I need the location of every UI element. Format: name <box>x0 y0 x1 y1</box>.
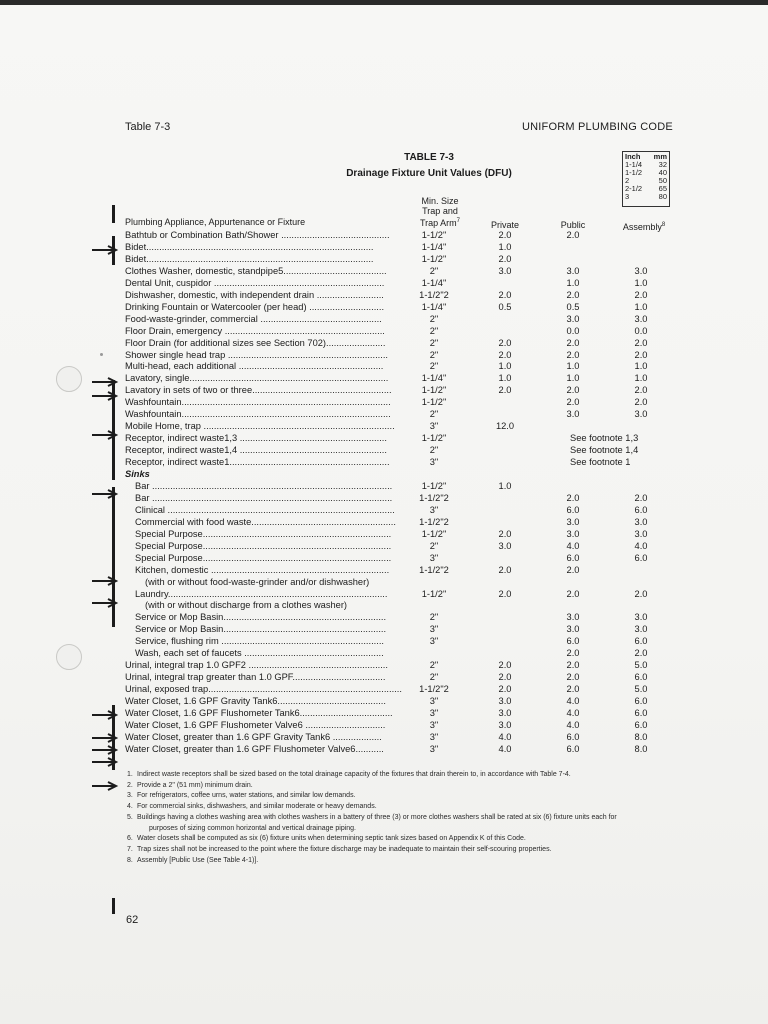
table-row <box>0 408 768 420</box>
trap-size: 3" <box>429 552 439 563</box>
private-value: 2.0 <box>498 672 512 683</box>
table-row <box>0 552 768 564</box>
assembly-value: 8.0 <box>634 743 648 754</box>
fixture-name: Washfountain................................................................................. <box>125 409 391 420</box>
private-value: 1.0 <box>498 241 512 252</box>
private-value: 4.0 <box>498 743 512 754</box>
fixture-name: Commercial with food waste........................................................ <box>135 516 396 527</box>
trap-size: 1-1/2"2 <box>419 289 449 300</box>
assembly-value: 6.0 <box>634 552 648 563</box>
trap-size: 2" <box>429 672 439 683</box>
fixture-name: Special Purpose......................................................................... <box>135 552 392 563</box>
footnote <box>127 770 717 781</box>
public-value: 6.0 <box>566 552 580 563</box>
public-value: 3.0 <box>566 624 580 635</box>
fixture-name: Water Closet, greater than 1.6 GPF Gravity Tank6 ................... <box>125 731 382 742</box>
footnote-number: 7. <box>127 845 133 853</box>
trap-size: 1-1/2" <box>421 253 447 264</box>
assembly-value: 2.0 <box>634 289 648 300</box>
fixture-name: Bidet........................................................................................ <box>125 241 374 252</box>
binder-hole <box>56 644 82 670</box>
table-row <box>0 337 768 349</box>
assembly-value: 2.0 <box>634 648 648 659</box>
footnote-text: Provide a 2" (51 mm) minimum drain. <box>137 781 253 789</box>
table-row <box>0 695 768 707</box>
assembly-value: 1.0 <box>634 301 648 312</box>
conversion-cell: 40 <box>658 168 667 177</box>
conversion-cell: 50 <box>658 176 667 185</box>
private-value: 3.0 <box>498 265 512 276</box>
trap-size: 3" <box>429 719 439 730</box>
table-row <box>0 683 768 695</box>
footnote <box>127 791 717 802</box>
fixture-name: (with or without food-waste-grinder and/or dishwasher) <box>145 576 370 587</box>
footnote-text: Trap sizes shall not be increased to the point where the fixture discharge may be inadequate to maintain their self-scouring properties. <box>137 845 552 853</box>
footnote-text: purposes of sizing common horizontal and vertical drainage piping. <box>149 824 357 832</box>
trap-size: 2" <box>429 409 439 420</box>
table-row <box>0 671 768 683</box>
conversion-cell: 80 <box>658 192 667 201</box>
assembly-header-text: Assembly <box>622 222 662 232</box>
public-value: 1.0 <box>566 277 580 288</box>
fixture-name: Floor Drain, emergency .............................................................. <box>125 325 385 336</box>
conversion-cell: 1-1/2 <box>625 168 643 177</box>
public-value: 2.0 <box>566 660 580 671</box>
private-value: 3.0 <box>498 696 512 707</box>
fixture-name: Service, flushing rim ............................................................... <box>135 636 385 647</box>
footnote <box>127 845 717 856</box>
scan-edge <box>0 0 768 5</box>
binder-hole <box>56 366 82 392</box>
assembly-header-sup: 8 <box>661 222 666 228</box>
fixture-name: Bathtub or Combination Bath/Shower .......................................... <box>125 230 390 240</box>
trap-size: 1-1/2"2 <box>419 516 449 527</box>
assembly-value: 2.0 <box>634 385 648 396</box>
assembly-value: 0.0 <box>634 325 648 336</box>
table-row <box>0 647 768 659</box>
assembly-value: 5.0 <box>634 660 648 671</box>
fixture-name: Water Closet, 1.6 GPF Flushometer Valve6 ............................... <box>125 719 386 730</box>
footnote-text: For commercial sinks, dishwashers, and similar moderate or heavy demands. <box>137 803 377 811</box>
trap-header-line2: Trap and <box>422 206 458 216</box>
footnote <box>127 813 717 824</box>
private-value: 12.0 <box>495 421 515 432</box>
footnote-text: Buildings having a clothes washing area with clothes washers in a battery of three (3) or more clothes washers shall be rated at six (6) fixture units each for <box>137 813 617 821</box>
fixture-name: Water Closet, 1.6 GPF Gravity Tank6.......................................... <box>125 696 386 707</box>
trap-size: 1-1/4" <box>421 301 447 312</box>
margin-arrow-icon <box>92 710 120 720</box>
trap-size: 1-1/2" <box>421 385 447 396</box>
assembly-value: 3.0 <box>634 516 648 527</box>
trap-size: 3" <box>429 457 439 468</box>
table-row <box>0 301 768 313</box>
footnote-number: 4. <box>127 803 133 811</box>
assembly-value: 3.0 <box>634 624 648 635</box>
trap-size: 1-1/2"2 <box>419 492 449 503</box>
trap-size: 1-1/4" <box>421 373 447 384</box>
trap-size: 1-1/2" <box>421 480 447 491</box>
assembly-value: 6.0 <box>634 504 648 515</box>
trap-size: 2" <box>429 265 439 276</box>
conversion-cell: 2-1/2 <box>625 184 643 193</box>
column-header-appliance: Plumbing Appliance, Appurtenance or Fixture <box>125 217 306 227</box>
assembly-value: 2.0 <box>634 349 648 360</box>
trap-size: 2" <box>429 349 439 360</box>
assembly-value: 1.0 <box>634 277 648 288</box>
margin-arrow-icon <box>92 598 120 608</box>
trap-size: 3" <box>429 696 439 707</box>
page-number: 62 <box>126 914 139 926</box>
public-value: 1.0 <box>566 373 580 384</box>
fixture-name: Bar ............................................................................................. <box>135 480 393 491</box>
private-value: 2.0 <box>498 230 512 240</box>
public-value: 3.0 <box>566 528 580 539</box>
footnote-number: 8. <box>127 856 133 864</box>
public-value: 2.0 <box>566 385 580 396</box>
table-row <box>0 289 768 301</box>
public-value: 6.0 <box>566 731 580 742</box>
footnotes <box>127 770 717 866</box>
table-row <box>0 635 768 647</box>
trap-size: 2" <box>429 660 439 671</box>
trap-size: 1-1/2" <box>421 528 447 539</box>
fixture-name: Kitchen, domestic ..................................................................... <box>135 564 390 575</box>
public-value: 2.0 <box>566 648 580 659</box>
table-row <box>0 349 768 361</box>
revision-bar <box>112 898 115 914</box>
fixture-name: Lavatory in sets of two or three...................................................... <box>125 385 392 396</box>
table-row <box>0 623 768 635</box>
trap-size: 1-1/2"2 <box>419 684 449 695</box>
fixture-name: Lavatory, single............................................................................. <box>125 373 389 384</box>
fixture-name: Water Closet, 1.6 GPF Flushometer Tank6.................................... <box>125 708 393 718</box>
margin-arrow-icon <box>92 757 120 767</box>
table-row <box>0 444 768 456</box>
table-title: TABLE 7-3 <box>404 152 454 163</box>
column-header-public: Public <box>560 220 586 230</box>
margin-arrow-icon <box>92 391 120 401</box>
trap-header-text: Trap Arm <box>419 218 457 228</box>
public-value: 3.0 <box>566 313 580 324</box>
fixture-name: Special Purpose......................................................................... <box>135 540 392 551</box>
table-row <box>0 325 768 337</box>
margin-arrow-icon <box>92 430 120 440</box>
trap-size: 1-1/2" <box>421 433 447 444</box>
trap-size: 3" <box>429 421 439 432</box>
public-value: 6.0 <box>566 504 580 515</box>
private-value: 0.5 <box>498 301 512 312</box>
private-value: 2.0 <box>498 253 512 264</box>
assembly-value: 5.0 <box>634 684 648 695</box>
public-value: 2.0 <box>566 289 580 300</box>
public-value: 0.0 <box>566 325 580 336</box>
table-row <box>0 540 768 552</box>
trap-size: 1-1/2"2 <box>419 564 449 575</box>
fixture-name: Receptor, indirect waste1,4 ......................................................... <box>125 445 387 456</box>
conversion-header-cell: mm <box>653 152 667 161</box>
margin-arrow-icon <box>92 745 120 755</box>
conversion-cell: 1-1/4 <box>625 160 643 169</box>
assembly-value: 6.0 <box>634 672 648 683</box>
trap-size: 2" <box>429 445 439 456</box>
footnote <box>127 802 717 813</box>
footnote-number: 1. <box>127 771 133 778</box>
private-value: 2.0 <box>498 349 512 360</box>
public-value: 3.0 <box>566 265 580 276</box>
public-value: 2.0 <box>566 349 580 360</box>
margin-arrow-icon <box>92 576 120 586</box>
footnote <box>127 834 717 845</box>
assembly-value: 3.0 <box>634 528 648 539</box>
fixture-name: Laundry..................................................................................... <box>135 588 388 599</box>
trap-size: 2" <box>429 337 439 348</box>
running-header-left: Table 7-3 <box>125 121 171 133</box>
table-row <box>0 468 768 480</box>
trap-size: 2" <box>429 540 439 551</box>
private-value: 2.0 <box>498 528 512 539</box>
fixture-name: Food-waste-grinder, commercial ............................................... <box>125 313 382 324</box>
trap-size: 1-1/2" <box>421 230 447 240</box>
public-value: 2.0 <box>566 230 580 240</box>
assembly-value: 6.0 <box>634 719 648 730</box>
assembly-value: 2.0 <box>634 492 648 503</box>
trap-size: 1-1/2" <box>421 397 447 408</box>
fixture-name: Clothes Washer, domestic, standpipe5........................................ <box>125 265 387 276</box>
table-row <box>0 456 768 468</box>
assembly-value: 6.0 <box>634 696 648 707</box>
margin-arrow-icon <box>92 733 120 743</box>
revision-bar <box>112 205 115 223</box>
conversion-cell: 3 <box>625 192 630 201</box>
footnote-number: 6. <box>127 835 133 843</box>
footnote <box>127 856 717 867</box>
trap-size: 2" <box>429 612 439 623</box>
fixture-name: Receptor, indirect waste1.............................................................. <box>125 457 390 468</box>
unit-conversion-box <box>622 151 670 207</box>
trap-size: 3" <box>429 624 439 635</box>
scan-speck <box>100 353 103 356</box>
trap-size: 1-1/4" <box>421 277 447 288</box>
fixture-name: Washfountain................................................................................. <box>125 397 391 408</box>
assembly-value: 1.0 <box>634 361 648 372</box>
public-value: 2.0 <box>566 672 580 683</box>
public-value: 6.0 <box>566 636 580 647</box>
fixture-name: Wash, each set of faucets ...................................................... <box>135 648 384 659</box>
private-value: 3.0 <box>498 708 512 718</box>
margin-arrow-icon <box>92 245 120 255</box>
fixture-name: Floor Drain (for additional sizes see Section 702)....................... <box>125 337 386 348</box>
assembly-value: 2.0 <box>634 397 648 408</box>
public-value: 4.0 <box>566 719 580 730</box>
private-value: 2.0 <box>498 289 512 300</box>
footnote-ref: See footnote 1 <box>570 457 631 468</box>
conversion-cell: 65 <box>658 184 667 193</box>
trap-size: 3" <box>429 504 439 515</box>
fixture-name: Receptor, indirect waste1,3 ......................................................... <box>125 433 387 444</box>
private-value: 1.0 <box>498 480 512 491</box>
footnote-text: Assembly [Public Use (See Table 4-1)]. <box>137 856 259 864</box>
public-value: 6.0 <box>566 743 580 754</box>
footnote-text: Water closets shall be computed as six (6) fixture units when determining septic tank sizes based on Appendix K of this Code. <box>137 835 526 843</box>
column-header-private: Private <box>490 220 519 230</box>
trap-size: 1-1/2" <box>421 588 447 599</box>
public-value: 2.0 <box>566 492 580 503</box>
private-value: 2.0 <box>498 385 512 396</box>
fixture-name: Clinical ........................................................................................ <box>135 504 395 515</box>
public-value: 0.5 <box>566 301 580 312</box>
trap-size: 2" <box>429 313 439 324</box>
public-value: 2.0 <box>566 684 580 695</box>
fixture-name: Dishwasher, domestic, with independent drain .......................... <box>125 289 384 300</box>
table-subtitle: Drainage Fixture Unit Values (DFU) <box>346 168 512 179</box>
fixture-name: (with or without discharge from a clothes washer) <box>145 600 348 611</box>
footnote <box>127 824 717 835</box>
private-value: 2.0 <box>498 660 512 671</box>
public-value: 4.0 <box>566 540 580 551</box>
private-value: 3.0 <box>498 540 512 551</box>
conversion-cell: 2 <box>625 176 630 185</box>
public-value: 3.0 <box>566 612 580 623</box>
fixture-name: Multi-head, each additional ........................................................ <box>125 361 384 372</box>
private-value: 3.0 <box>498 719 512 730</box>
trap-size: 3" <box>429 743 439 754</box>
public-value: 2.0 <box>566 337 580 348</box>
public-value: 4.0 <box>566 696 580 707</box>
table-row <box>0 516 768 528</box>
private-value: 2.0 <box>498 684 512 695</box>
assembly-value: 3.0 <box>634 612 648 623</box>
margin-arrow-icon <box>92 781 120 791</box>
assembly-value: 8.0 <box>634 731 648 742</box>
private-value: 1.0 <box>498 361 512 372</box>
table-row <box>0 277 768 289</box>
fixture-name: Dental Unit, cuspidor .................................................................. <box>125 277 385 288</box>
conversion-cell: 32 <box>658 160 667 169</box>
column-header-trap <box>405 196 475 228</box>
public-value: 3.0 <box>566 409 580 420</box>
footnote-ref: See footnote 1,4 <box>570 445 639 456</box>
footnote-text: Indirect waste receptors shall be sized based on the total drainage capacity of the fixtures that drain therein to, in accordance with Table 7-4. <box>137 771 571 778</box>
margin-arrow-icon <box>92 489 120 499</box>
table-row <box>0 719 768 731</box>
fixture-name: Urinal, exposed trap........................................................................... <box>125 684 402 695</box>
table-row <box>0 313 768 325</box>
assembly-value: 6.0 <box>634 636 648 647</box>
public-value: 4.0 <box>566 708 580 718</box>
footnote-number: 2. <box>127 781 133 789</box>
fixture-name: Sinks <box>125 469 150 479</box>
trap-size: 3" <box>429 731 439 742</box>
trap-size: 3" <box>429 636 439 647</box>
public-value: 2.0 <box>566 397 580 408</box>
footnote-ref: See footnote 1,3 <box>570 433 639 444</box>
table-row <box>0 360 768 372</box>
private-value: 2.0 <box>498 564 512 575</box>
private-value: 1.0 <box>498 373 512 384</box>
assembly-value: 2.0 <box>634 337 648 348</box>
public-value: 2.0 <box>566 588 580 599</box>
trap-size: 2" <box>429 361 439 372</box>
fixture-name: Bar ............................................................................................. <box>135 492 393 503</box>
assembly-value: 4.0 <box>634 540 648 551</box>
private-value: 4.0 <box>498 731 512 742</box>
trap-header-line1: Min. Size <box>421 196 459 206</box>
table-row <box>0 564 768 576</box>
assembly-value: 1.0 <box>634 373 648 384</box>
trap-header-line3 <box>405 216 475 228</box>
trap-size: 2" <box>429 325 439 336</box>
assembly-value: 2.0 <box>634 588 648 599</box>
table-row <box>0 611 768 623</box>
table-row <box>0 504 768 516</box>
fixture-name: Urinal, integral trap 1.0 GPF2 ...................................................... <box>125 660 388 671</box>
fixture-name: Mobile Home, trap .......................................................................... <box>125 421 395 432</box>
private-value: 2.0 <box>498 588 512 599</box>
table-row <box>0 265 768 277</box>
conversion-row <box>625 193 667 201</box>
fixture-name: Urinal, integral trap greater than 1.0 GPF.................................... <box>125 672 386 683</box>
public-value: 2.0 <box>566 564 580 575</box>
footnote-number: 3. <box>127 792 133 800</box>
conversion-header-cell: Inch <box>625 152 641 161</box>
assembly-value: 3.0 <box>634 265 648 276</box>
footnote <box>127 781 717 792</box>
fixture-name: Service or Mop Basin............................................................... <box>135 612 387 623</box>
fixture-name: Drinking Fountain or Watercooler (per head) ............................. <box>125 301 385 312</box>
fixture-name: Shower single head trap .............................................................. <box>125 349 388 360</box>
fixture-name: Service or Mop Basin............................................................... <box>135 624 387 635</box>
trap-size: 1-1/4" <box>421 241 447 252</box>
assembly-value: 6.0 <box>634 708 648 718</box>
assembly-value: 3.0 <box>634 409 648 420</box>
table-row <box>0 528 768 540</box>
table-row <box>0 659 768 671</box>
footnote-number: 5. <box>127 813 133 821</box>
public-value: 1.0 <box>566 361 580 372</box>
trap-header-sup: 7 <box>456 218 461 224</box>
fixture-name: Special Purpose......................................................................... <box>135 528 392 539</box>
trap-size: 3" <box>429 708 439 718</box>
footnote-text: For refrigerators, coffee urns, water stations, and similar low demands. <box>137 792 356 800</box>
fixture-name: Bidet........................................................................................ <box>125 253 374 264</box>
table-row <box>0 229 768 241</box>
private-value: 2.0 <box>498 337 512 348</box>
public-value: 3.0 <box>566 516 580 527</box>
fixture-name: Water Closet, greater than 1.6 GPF Flushometer Valve6........... <box>125 743 384 754</box>
running-header-right: UNIFORM PLUMBING CODE <box>522 121 673 133</box>
margin-arrow-icon <box>92 377 120 387</box>
assembly-value: 3.0 <box>634 313 648 324</box>
